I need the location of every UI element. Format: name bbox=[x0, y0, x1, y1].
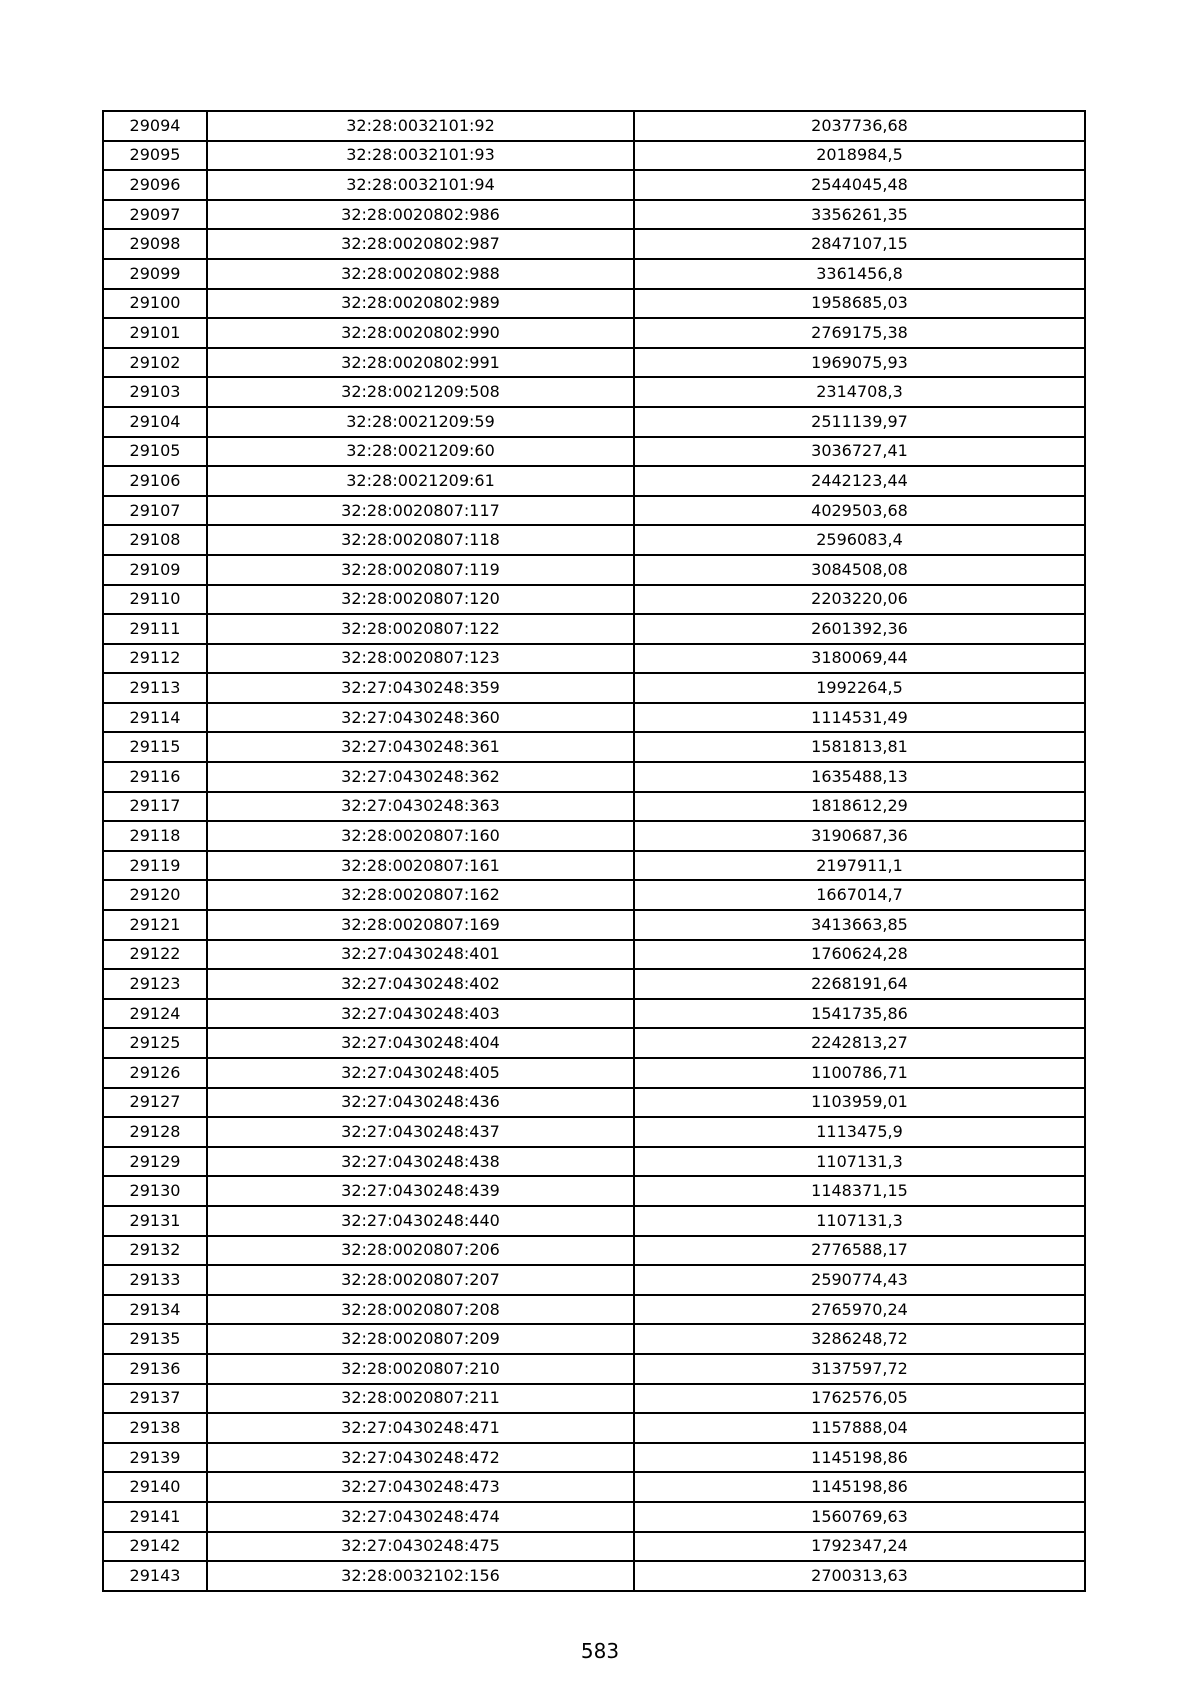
cadastral-number-cell: 32:27:0430248:405 bbox=[207, 1058, 634, 1088]
cadastral-number-cell: 32:28:0020807:117 bbox=[207, 496, 634, 526]
cadastral-number-cell: 32:28:0020807:169 bbox=[207, 910, 634, 940]
cadastral-number-cell: 32:28:0021209:59 bbox=[207, 407, 634, 437]
cadastral-value-cell: 3036727,41 bbox=[634, 437, 1085, 467]
cadastral-value-cell: 2442123,44 bbox=[634, 466, 1085, 496]
cadastral-number-cell: 32:27:0430248:362 bbox=[207, 762, 634, 792]
row-number-cell: 29104 bbox=[103, 407, 207, 437]
table-row bbox=[103, 1147, 1085, 1177]
row-number-cell: 29111 bbox=[103, 614, 207, 644]
cadastral-value-cell: 1113475,9 bbox=[634, 1117, 1085, 1147]
cadastral-value-cell: 1148371,15 bbox=[634, 1176, 1085, 1206]
cadastral-number-cell: 32:27:0430248:475 bbox=[207, 1532, 634, 1562]
cadastral-number-cell: 32:28:0020807:123 bbox=[207, 644, 634, 674]
cadastral-value-cell: 1792347,24 bbox=[634, 1532, 1085, 1562]
cadastral-number-cell: 32:28:0020807:122 bbox=[207, 614, 634, 644]
row-number-cell: 29125 bbox=[103, 1028, 207, 1058]
row-number-cell: 29105 bbox=[103, 437, 207, 467]
table-row bbox=[103, 732, 1085, 762]
table-row bbox=[103, 762, 1085, 792]
table-row bbox=[103, 673, 1085, 703]
row-number-cell: 29102 bbox=[103, 348, 207, 378]
cadastral-number-cell: 32:27:0430248:402 bbox=[207, 969, 634, 999]
table-row bbox=[103, 1384, 1085, 1414]
table-row bbox=[103, 1265, 1085, 1295]
cadastral-number-cell: 32:27:0430248:474 bbox=[207, 1502, 634, 1532]
cadastral-value-cell: 2203220,06 bbox=[634, 585, 1085, 615]
cadastral-number-cell: 32:27:0430248:403 bbox=[207, 999, 634, 1029]
row-number-cell: 29131 bbox=[103, 1206, 207, 1236]
cadastral-number-cell: 32:28:0020807:118 bbox=[207, 525, 634, 555]
cadastral-value-cell: 2018984,5 bbox=[634, 141, 1085, 171]
cadastral-value-cell: 2242813,27 bbox=[634, 1028, 1085, 1058]
cadastral-value-cell: 1667014,7 bbox=[634, 880, 1085, 910]
cadastral-number-cell: 32:28:0020802:991 bbox=[207, 348, 634, 378]
table-row bbox=[103, 525, 1085, 555]
row-number-cell: 29120 bbox=[103, 880, 207, 910]
row-number-cell: 29134 bbox=[103, 1295, 207, 1325]
row-number-cell: 29127 bbox=[103, 1088, 207, 1118]
cadastral-number-cell: 32:28:0020807:161 bbox=[207, 851, 634, 881]
table-row bbox=[103, 170, 1085, 200]
cadastral-number-cell: 32:27:0430248:360 bbox=[207, 703, 634, 733]
cadastral-value-cell: 1541735,86 bbox=[634, 999, 1085, 1029]
cadastral-number-cell: 32:28:0021209:60 bbox=[207, 437, 634, 467]
cadastral-number-cell: 32:28:0020807:208 bbox=[207, 1295, 634, 1325]
row-number-cell: 29099 bbox=[103, 259, 207, 289]
row-number-cell: 29098 bbox=[103, 229, 207, 259]
cadastral-number-cell: 32:28:0021209:61 bbox=[207, 466, 634, 496]
cadastral-value-cell: 1969075,93 bbox=[634, 348, 1085, 378]
cadastral-number-cell: 32:28:0020807:162 bbox=[207, 880, 634, 910]
row-number-cell: 29110 bbox=[103, 585, 207, 615]
table-row bbox=[103, 348, 1085, 378]
table-row bbox=[103, 111, 1085, 141]
row-number-cell: 29108 bbox=[103, 525, 207, 555]
cadastral-value-cell: 3286248,72 bbox=[634, 1324, 1085, 1354]
row-number-cell: 29142 bbox=[103, 1532, 207, 1562]
cadastral-value-table bbox=[102, 110, 1086, 1592]
table-row bbox=[103, 1502, 1085, 1532]
row-number-cell: 29112 bbox=[103, 644, 207, 674]
table-row bbox=[103, 466, 1085, 496]
cadastral-value-cell: 1762576,05 bbox=[634, 1384, 1085, 1414]
cadastral-value-cell: 1145198,86 bbox=[634, 1472, 1085, 1502]
table-row bbox=[103, 910, 1085, 940]
table-row bbox=[103, 999, 1085, 1029]
cadastral-value-cell: 3137597,72 bbox=[634, 1354, 1085, 1384]
table-row bbox=[103, 1295, 1085, 1325]
cadastral-value-cell: 1103959,01 bbox=[634, 1088, 1085, 1118]
row-number-cell: 29109 bbox=[103, 555, 207, 585]
row-number-cell: 29119 bbox=[103, 851, 207, 881]
row-number-cell: 29096 bbox=[103, 170, 207, 200]
cadastral-number-cell: 32:27:0430248:404 bbox=[207, 1028, 634, 1058]
cadastral-value-cell: 2314708,3 bbox=[634, 377, 1085, 407]
table-row bbox=[103, 1324, 1085, 1354]
cadastral-number-cell: 32:28:0032101:94 bbox=[207, 170, 634, 200]
row-number-cell: 29138 bbox=[103, 1413, 207, 1443]
cadastral-number-cell: 32:27:0430248:401 bbox=[207, 940, 634, 970]
table-row bbox=[103, 1443, 1085, 1473]
cadastral-value-cell: 2769175,38 bbox=[634, 318, 1085, 348]
cadastral-value-cell: 1581813,81 bbox=[634, 732, 1085, 762]
table-row bbox=[103, 1561, 1085, 1591]
row-number-cell: 29124 bbox=[103, 999, 207, 1029]
page-number: 583 bbox=[580, 1639, 620, 1663]
table-row bbox=[103, 289, 1085, 319]
table-row bbox=[103, 1532, 1085, 1562]
table-row bbox=[103, 1206, 1085, 1236]
cadastral-value-cell: 2765970,24 bbox=[634, 1295, 1085, 1325]
cadastral-number-cell: 32:27:0430248:361 bbox=[207, 732, 634, 762]
table-row bbox=[103, 1413, 1085, 1443]
table-row bbox=[103, 555, 1085, 585]
table-row bbox=[103, 259, 1085, 289]
cadastral-value-cell: 2596083,4 bbox=[634, 525, 1085, 555]
cadastral-value-cell: 2700313,63 bbox=[634, 1561, 1085, 1591]
table-row bbox=[103, 969, 1085, 999]
cadastral-value-cell: 1560769,63 bbox=[634, 1502, 1085, 1532]
cadastral-value-cell: 2268191,64 bbox=[634, 969, 1085, 999]
table-row bbox=[103, 496, 1085, 526]
cadastral-number-cell: 32:28:0020802:990 bbox=[207, 318, 634, 348]
table-row bbox=[103, 1117, 1085, 1147]
table-row bbox=[103, 1236, 1085, 1266]
row-number-cell: 29115 bbox=[103, 732, 207, 762]
cadastral-value-cell: 2511139,97 bbox=[634, 407, 1085, 437]
cadastral-value-cell: 2590774,43 bbox=[634, 1265, 1085, 1295]
cadastral-value-cell: 1635488,13 bbox=[634, 762, 1085, 792]
row-number-cell: 29122 bbox=[103, 940, 207, 970]
cadastral-number-cell: 32:27:0430248:472 bbox=[207, 1443, 634, 1473]
cadastral-number-cell: 32:28:0020802:986 bbox=[207, 200, 634, 230]
row-number-cell: 29097 bbox=[103, 200, 207, 230]
cadastral-value-cell: 2037736,68 bbox=[634, 111, 1085, 141]
table-row bbox=[103, 1472, 1085, 1502]
row-number-cell: 29132 bbox=[103, 1236, 207, 1266]
cadastral-number-cell: 32:28:0020807:207 bbox=[207, 1265, 634, 1295]
cadastral-value-cell: 4029503,68 bbox=[634, 496, 1085, 526]
row-number-cell: 29128 bbox=[103, 1117, 207, 1147]
table-row bbox=[103, 1088, 1085, 1118]
cadastral-number-cell: 32:27:0430248:363 bbox=[207, 792, 634, 822]
row-number-cell: 29106 bbox=[103, 466, 207, 496]
table-row bbox=[103, 821, 1085, 851]
table-row bbox=[103, 644, 1085, 674]
table-row bbox=[103, 407, 1085, 437]
cadastral-number-cell: 32:27:0430248:436 bbox=[207, 1088, 634, 1118]
cadastral-value-cell: 2197911,1 bbox=[634, 851, 1085, 881]
cadastral-value-cell: 1145198,86 bbox=[634, 1443, 1085, 1473]
cadastral-number-cell: 32:28:0032101:92 bbox=[207, 111, 634, 141]
cadastral-value-cell: 1107131,3 bbox=[634, 1206, 1085, 1236]
table-row bbox=[103, 585, 1085, 615]
table-row bbox=[103, 940, 1085, 970]
table-row bbox=[103, 880, 1085, 910]
cadastral-number-cell: 32:28:0020807:120 bbox=[207, 585, 634, 615]
row-number-cell: 29129 bbox=[103, 1147, 207, 1177]
cadastral-number-cell: 32:28:0020807:160 bbox=[207, 821, 634, 851]
table-row bbox=[103, 1028, 1085, 1058]
row-number-cell: 29139 bbox=[103, 1443, 207, 1473]
table-row bbox=[103, 377, 1085, 407]
table-row bbox=[103, 141, 1085, 171]
cadastral-value-cell: 1157888,04 bbox=[634, 1413, 1085, 1443]
cadastral-number-cell: 32:28:0020802:989 bbox=[207, 289, 634, 319]
row-number-cell: 29094 bbox=[103, 111, 207, 141]
row-number-cell: 29133 bbox=[103, 1265, 207, 1295]
table-row bbox=[103, 792, 1085, 822]
row-number-cell: 29113 bbox=[103, 673, 207, 703]
cadastral-number-cell: 32:27:0430248:471 bbox=[207, 1413, 634, 1443]
row-number-cell: 29101 bbox=[103, 318, 207, 348]
cadastral-value-cell: 3361456,8 bbox=[634, 259, 1085, 289]
row-number-cell: 29143 bbox=[103, 1561, 207, 1591]
cadastral-value-cell: 2847107,15 bbox=[634, 229, 1085, 259]
table-row bbox=[103, 1058, 1085, 1088]
cadastral-number-cell: 32:28:0021209:508 bbox=[207, 377, 634, 407]
row-number-cell: 29118 bbox=[103, 821, 207, 851]
cadastral-value-cell: 1992264,5 bbox=[634, 673, 1085, 703]
cadastral-value-cell: 1818612,29 bbox=[634, 792, 1085, 822]
cadastral-number-cell: 32:27:0430248:438 bbox=[207, 1147, 634, 1177]
cadastral-number-cell: 32:27:0430248:359 bbox=[207, 673, 634, 703]
row-number-cell: 29117 bbox=[103, 792, 207, 822]
table-row bbox=[103, 1176, 1085, 1206]
row-number-cell: 29103 bbox=[103, 377, 207, 407]
cadastral-value-cell: 2776588,17 bbox=[634, 1236, 1085, 1266]
table-row bbox=[103, 614, 1085, 644]
table-row bbox=[103, 229, 1085, 259]
cadastral-value-cell: 3180069,44 bbox=[634, 644, 1085, 674]
row-number-cell: 29140 bbox=[103, 1472, 207, 1502]
table-row bbox=[103, 318, 1085, 348]
row-number-cell: 29116 bbox=[103, 762, 207, 792]
cadastral-value-cell: 1114531,49 bbox=[634, 703, 1085, 733]
row-number-cell: 29121 bbox=[103, 910, 207, 940]
cadastral-value-cell: 3084508,08 bbox=[634, 555, 1085, 585]
table-row bbox=[103, 1354, 1085, 1384]
table-row bbox=[103, 703, 1085, 733]
row-number-cell: 29100 bbox=[103, 289, 207, 319]
cadastral-number-cell: 32:28:0020802:988 bbox=[207, 259, 634, 289]
cadastral-value-cell: 3356261,35 bbox=[634, 200, 1085, 230]
row-number-cell: 29135 bbox=[103, 1324, 207, 1354]
cadastral-number-cell: 32:28:0032101:93 bbox=[207, 141, 634, 171]
cadastral-value-cell: 1760624,28 bbox=[634, 940, 1085, 970]
row-number-cell: 29107 bbox=[103, 496, 207, 526]
table-row bbox=[103, 200, 1085, 230]
row-number-cell: 29126 bbox=[103, 1058, 207, 1088]
row-number-cell: 29130 bbox=[103, 1176, 207, 1206]
cadastral-number-cell: 32:28:0020807:119 bbox=[207, 555, 634, 585]
row-number-cell: 29123 bbox=[103, 969, 207, 999]
cadastral-number-cell: 32:28:0020807:206 bbox=[207, 1236, 634, 1266]
table-row bbox=[103, 851, 1085, 881]
cadastral-number-cell: 32:28:0020807:210 bbox=[207, 1354, 634, 1384]
cadastral-value-cell: 1100786,71 bbox=[634, 1058, 1085, 1088]
cadastral-value-cell: 3413663,85 bbox=[634, 910, 1085, 940]
row-number-cell: 29141 bbox=[103, 1502, 207, 1532]
cadastral-value-cell: 1107131,3 bbox=[634, 1147, 1085, 1177]
table-row bbox=[103, 437, 1085, 467]
cadastral-value-cell: 2544045,48 bbox=[634, 170, 1085, 200]
cadastral-number-cell: 32:27:0430248:440 bbox=[207, 1206, 634, 1236]
cadastral-number-cell: 32:28:0020807:209 bbox=[207, 1324, 634, 1354]
row-number-cell: 29137 bbox=[103, 1384, 207, 1414]
row-number-cell: 29114 bbox=[103, 703, 207, 733]
cadastral-number-cell: 32:27:0430248:437 bbox=[207, 1117, 634, 1147]
cadastral-value-cell: 1958685,03 bbox=[634, 289, 1085, 319]
table-body bbox=[103, 111, 1085, 1591]
cadastral-number-cell: 32:28:0032102:156 bbox=[207, 1561, 634, 1591]
cadastral-number-cell: 32:27:0430248:439 bbox=[207, 1176, 634, 1206]
cadastral-value-cell: 2601392,36 bbox=[634, 614, 1085, 644]
cadastral-value-cell: 3190687,36 bbox=[634, 821, 1085, 851]
row-number-cell: 29136 bbox=[103, 1354, 207, 1384]
row-number-cell: 29095 bbox=[103, 141, 207, 171]
cadastral-number-cell: 32:28:0020802:987 bbox=[207, 229, 634, 259]
cadastral-number-cell: 32:28:0020807:211 bbox=[207, 1384, 634, 1414]
cadastral-number-cell: 32:27:0430248:473 bbox=[207, 1472, 634, 1502]
